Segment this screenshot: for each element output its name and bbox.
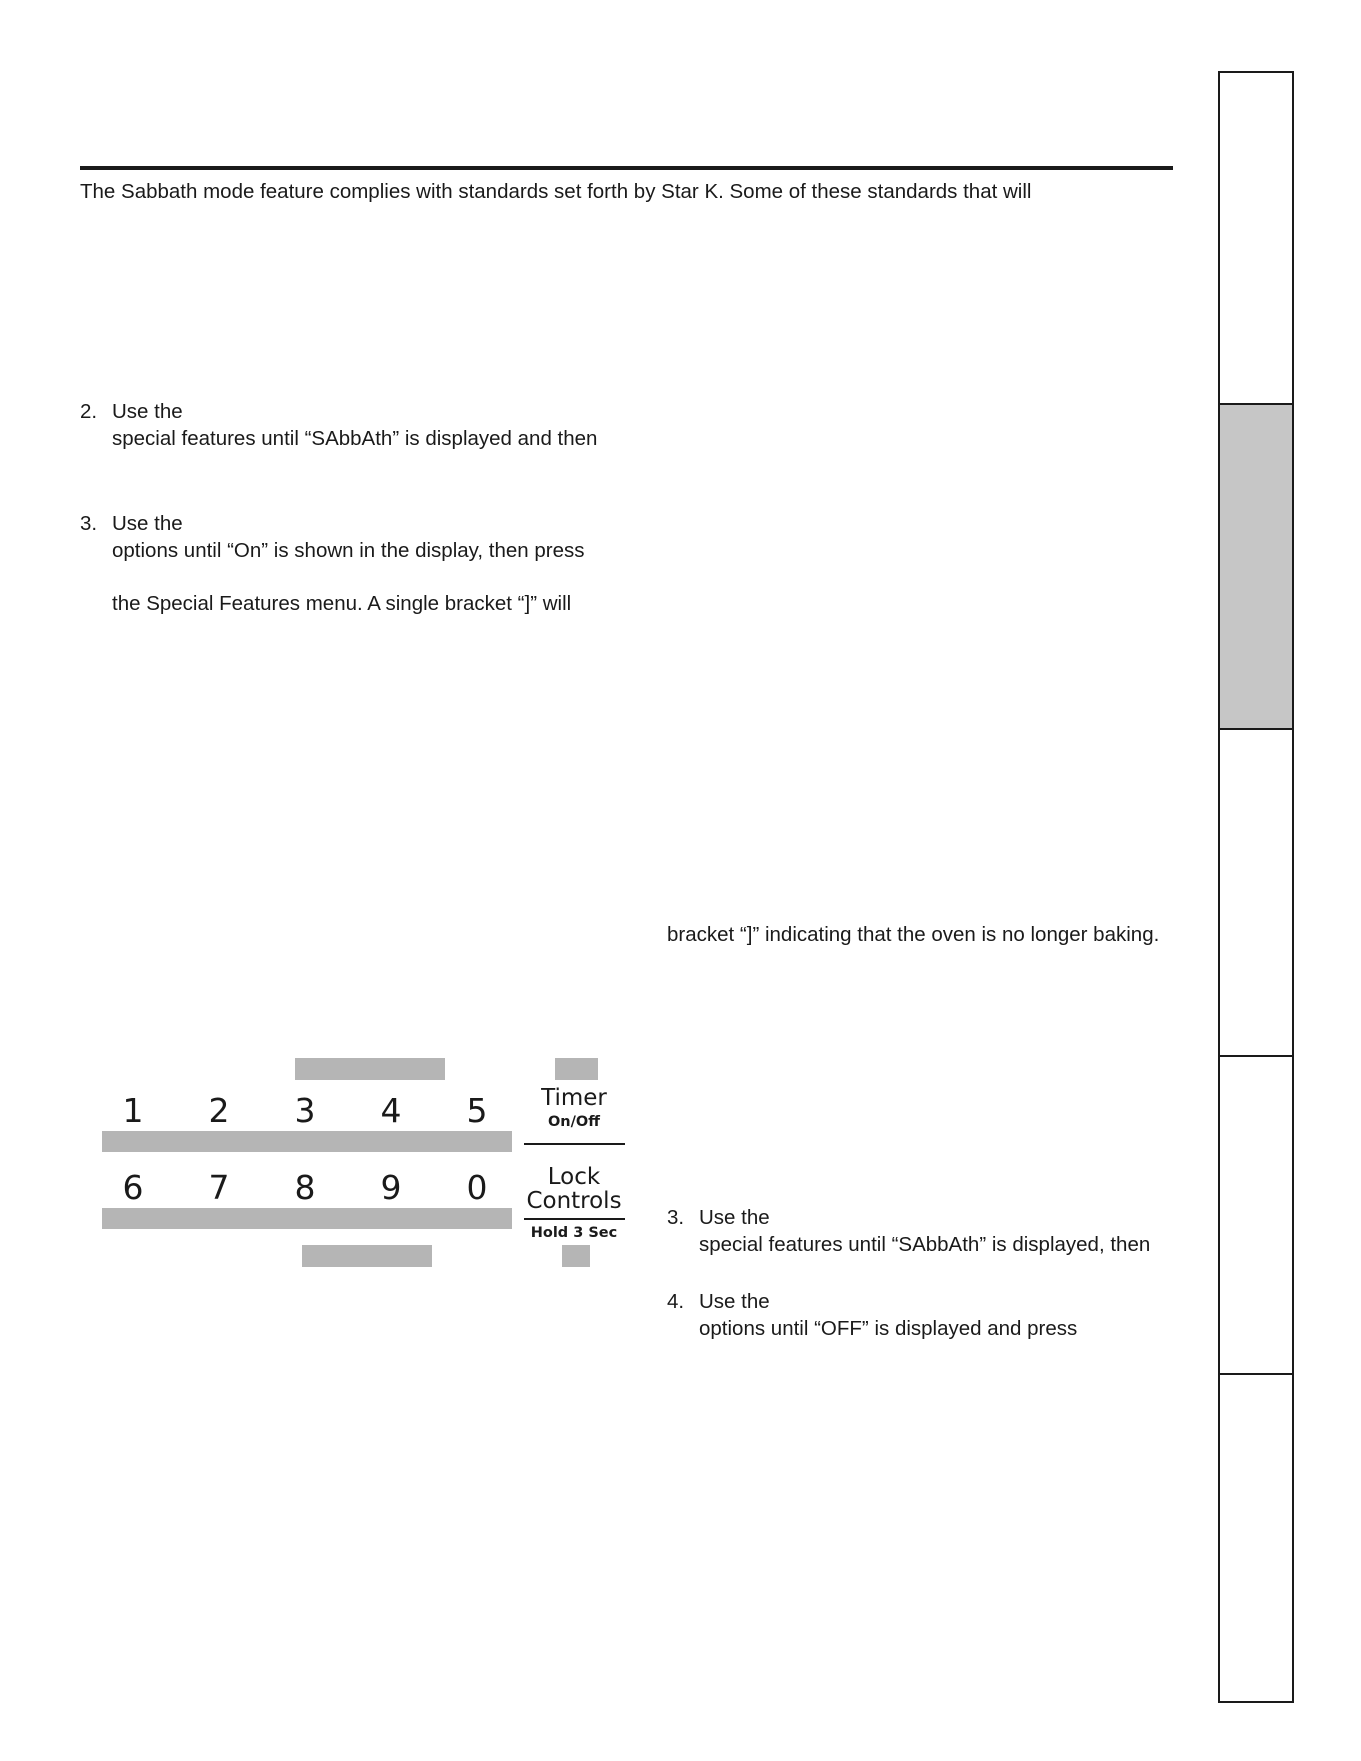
intro-text: The Sabbath mode feature complies with standards set forth by Star K. Some of these standards that will bbox=[80, 180, 1032, 203]
timer-sub-label: On/Off bbox=[547, 1114, 601, 1130]
step-text: options until “On” is shown in the display, then press bbox=[112, 539, 585, 562]
keypad-key-8[interactable]: 8 bbox=[294, 1168, 316, 1207]
keypad-divider bbox=[524, 1143, 625, 1145]
step-text: Use the bbox=[112, 512, 183, 535]
keypad-bar bbox=[102, 1208, 512, 1229]
step-text: Use the bbox=[112, 400, 183, 423]
keypad-key-3[interactable]: 3 bbox=[294, 1091, 316, 1130]
highlight-bar bbox=[295, 1058, 445, 1080]
highlight-bar bbox=[555, 1058, 598, 1080]
step-text: Use the bbox=[699, 1206, 770, 1229]
keypad-key-2[interactable]: 2 bbox=[208, 1091, 230, 1130]
step-number: 3. bbox=[80, 512, 98, 535]
step-number: 3. bbox=[667, 1206, 685, 1229]
lock-label: Lock bbox=[547, 1164, 601, 1190]
section-tabs bbox=[1218, 71, 1294, 1703]
step-text: Use the bbox=[699, 1290, 770, 1313]
section-tab-5[interactable] bbox=[1220, 1373, 1292, 1701]
highlight-bar bbox=[302, 1245, 432, 1267]
step-text: the Special Features menu. A single bracket “]” will bbox=[112, 592, 572, 615]
keypad-key-1[interactable]: 1 bbox=[122, 1091, 144, 1130]
bracket-note: bracket “]” indicating that the oven is no longer baking. bbox=[667, 923, 1160, 946]
section-tab-3[interactable] bbox=[1220, 728, 1292, 1055]
lock-label: Controls bbox=[526, 1188, 622, 1214]
section-tab-4[interactable] bbox=[1220, 1055, 1292, 1373]
step-number: 2. bbox=[80, 400, 98, 423]
keypad-divider bbox=[524, 1218, 625, 1220]
step-number: 4. bbox=[667, 1290, 685, 1313]
step-text: options until “OFF” is displayed and press bbox=[699, 1317, 1078, 1340]
lock-controls-button[interactable] bbox=[523, 1165, 625, 1213]
keypad-key-6[interactable]: 6 bbox=[122, 1168, 144, 1207]
top-rule bbox=[80, 166, 1173, 170]
timer-label: Timer bbox=[541, 1085, 607, 1111]
timer-button[interactable] bbox=[523, 1086, 625, 1130]
step-text: special features until “SAbbAth” is displayed, then bbox=[699, 1233, 1151, 1256]
highlight-bar bbox=[562, 1245, 590, 1267]
section-tab-1[interactable] bbox=[1220, 73, 1292, 403]
keypad-key-0[interactable]: 0 bbox=[466, 1168, 488, 1207]
keypad-key-7[interactable]: 7 bbox=[208, 1168, 230, 1207]
keypad-key-9[interactable]: 9 bbox=[380, 1168, 402, 1207]
keypad-key-5[interactable]: 5 bbox=[466, 1091, 488, 1130]
lock-sub-label: Hold 3 Sec bbox=[530, 1225, 618, 1241]
section-tab-2-active[interactable] bbox=[1220, 403, 1292, 728]
keypad-key-4[interactable]: 4 bbox=[380, 1091, 402, 1130]
step-text: special features until “SAbbAth” is displayed and then bbox=[112, 427, 598, 450]
keypad-bar bbox=[102, 1131, 512, 1152]
